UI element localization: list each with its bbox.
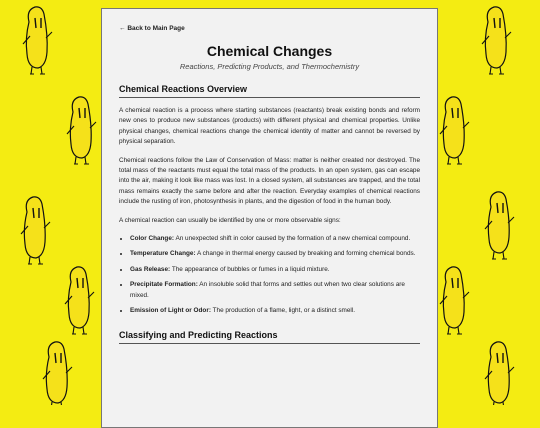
list-item-desc: The production of a flame, light, or a distinct smell. — [210, 307, 356, 315]
paragraph: A chemical reaction can usually be identified by one or more observable signs: — [119, 216, 341, 224]
page-subtitle: Reactions, Predicting Products, and Thermochemistry — [179, 62, 360, 71]
list-item — [130, 234, 420, 244]
list-item-term: Color Change: — [130, 235, 175, 243]
paragraph: Chemical reactions follow the Law of Conservation of Mass: matter is neither created nor destroyed. The total mass of the reactants must equal the total mass of the products. In an open system, gas can escape into the air, making it look like mass was lost. In a closed system, all substances are trapped, and the total mass remains exactly the same before and after the reaction. Everyday examples of chemical reactions include the rusting of iron, photosynthesis in plants, and the digestion of food in the human body. — [119, 156, 420, 206]
list-item-desc: An unexpected shift in color caused by the formation of a new chemical compound. — [174, 235, 411, 243]
back-link[interactable] — [119, 25, 420, 32]
banana-mascot-icon — [440, 97, 469, 164]
section-heading: Chemical Reactions Overview — [119, 84, 420, 98]
banana-mascot-icon — [65, 267, 94, 334]
back-link-label: Back to Main Page — [127, 25, 185, 32]
list-item-term: Temperature Change: — [130, 250, 196, 258]
reaction-signs-list — [119, 234, 420, 316]
list-item-term: Precipitate Formation: — [130, 281, 198, 289]
banana-mascot-icon — [440, 267, 469, 334]
list-item-term: Emission of Light or Odor: — [130, 307, 211, 315]
left-arrow-icon: ← — [119, 25, 126, 32]
banana-mascot-icon — [485, 192, 514, 259]
banana-mascot-icon — [23, 7, 52, 74]
list-item-desc: The appearance of bubbles or fumes in a liquid mixture. — [170, 265, 330, 273]
page-title: Chemical Changes — [206, 43, 333, 59]
banana-mascot-icon — [21, 197, 50, 264]
banana-mascot-icon — [67, 97, 96, 164]
paragraph: A chemical reaction is a process where starting substances (reactants) break existing bonds and reform new ones to produce new substances (products) with different physical and chemical properties. Unlike physical changes, chemical reactions change the chemical identity of matter and cannot be reversed by physical separation. — [119, 107, 420, 146]
list-item — [130, 249, 420, 259]
section-heading: Classifying and Predicting Reactions — [119, 330, 420, 344]
list-item — [130, 280, 420, 301]
banana-mascot-icon — [485, 342, 514, 405]
list-item-term: Gas Release: — [130, 265, 171, 273]
list-item — [130, 265, 420, 275]
list-item-desc: An insoluble solid that forms and settles out when two clear solutions are mixed. — [130, 281, 405, 299]
list-item — [130, 306, 420, 316]
banana-mascot-icon — [482, 7, 511, 74]
content-card — [101, 8, 438, 428]
banana-mascot-icon — [43, 342, 72, 405]
list-item-desc: A change in thermal energy caused by breaking and forming chemical bonds. — [195, 250, 416, 258]
